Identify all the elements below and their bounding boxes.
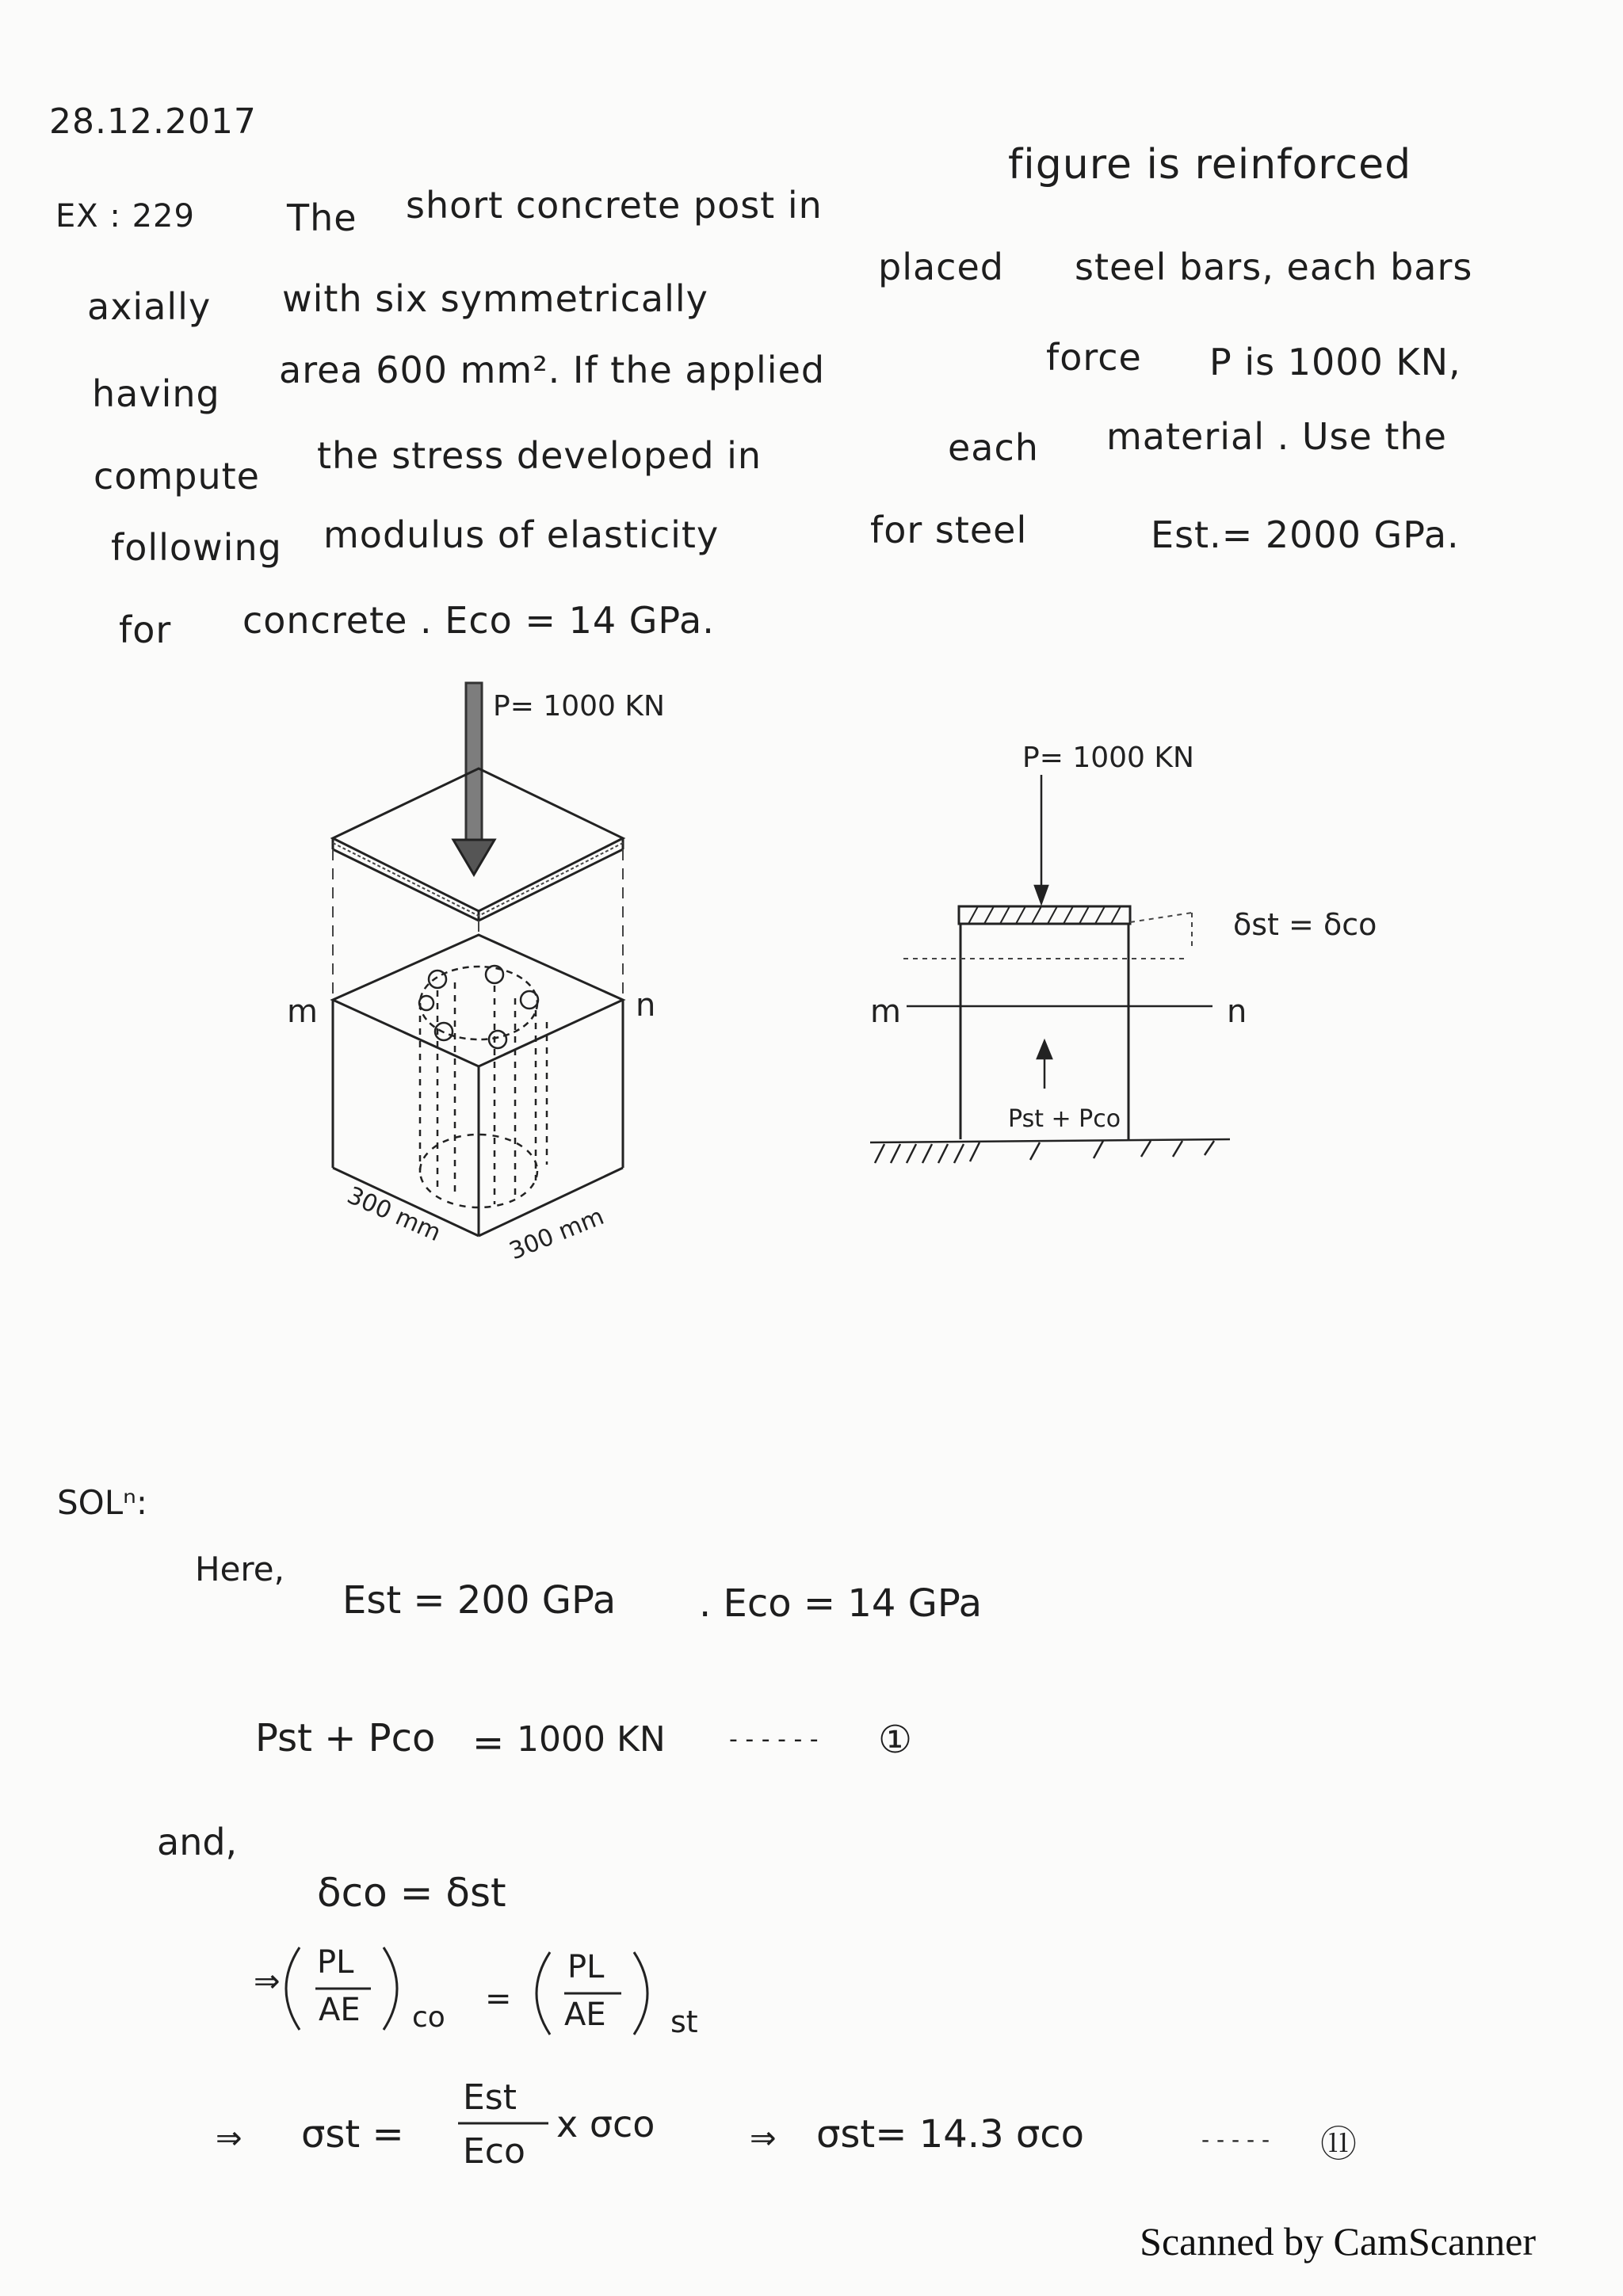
eq1-right: 1000 KN	[517, 1719, 666, 1760]
load-label-right: P= 1000 KN	[1022, 742, 1194, 774]
eq3-co: co	[412, 2001, 445, 2034]
problem-line-4d: material . Use the	[1106, 415, 1447, 458]
scanner-watermark: Scanned by CamScanner	[1140, 2219, 1536, 2264]
problem-line-5d: Est.= 2000 GPa.	[1151, 513, 1460, 556]
problem-line-4b: the stress developed in	[317, 434, 762, 477]
eq3-ae-left: AE	[319, 1992, 361, 2028]
eq3-st: st	[670, 2004, 698, 2039]
eq2: δco = δst	[317, 1870, 506, 1916]
problem-line-2d: steel bars, each bars	[1075, 246, 1473, 288]
problem-line-6b: concrete . Eco = 14 GPa.	[242, 599, 715, 642]
eq3-pl-right: PL	[567, 1949, 605, 1985]
delta-label: δst = δco	[1233, 907, 1377, 942]
problem-line-3c: force	[1046, 336, 1142, 379]
problem-line-2a: axially	[87, 285, 212, 328]
eq5-dashes: - - - - -	[1201, 2126, 1270, 2153]
problem-line-4c: each	[948, 426, 1039, 469]
date: 28.12.2017	[49, 101, 257, 142]
eq1-number: ①	[878, 1718, 913, 1762]
eq5-arrow: ⇒	[750, 2120, 777, 2157]
given-eco: . Eco = 14 GPa	[699, 1581, 983, 1626]
problem-line-3b: area 600 mm². If the applied	[279, 349, 826, 391]
problem-line-2c: placed	[878, 246, 1004, 288]
problem-line-5a: following	[111, 526, 282, 569]
problem-line-1b: short concrete post in	[406, 184, 823, 227]
here-label: Here,	[195, 1550, 285, 1589]
problem-line-3d: P is 1000 KN,	[1209, 341, 1461, 383]
m-label-left: m	[287, 994, 318, 1030]
problem-line-4a: compute	[94, 455, 260, 498]
problem-line-1c: figure is reinforced	[1008, 141, 1412, 189]
n-label-left: n	[636, 987, 656, 1024]
eq1-equals: =	[472, 1721, 505, 1765]
eq3-arrow: ⇒	[254, 1963, 281, 2000]
and-label: and,	[157, 1821, 238, 1863]
given-est: Est = 200 GPa	[342, 1578, 617, 1623]
eq4-arrow: ⇒	[216, 2120, 242, 2157]
dim-label-1: 300 mm	[342, 1181, 445, 1248]
m-label-right: m	[870, 994, 901, 1030]
problem-line-2b: with six symmetrically	[282, 277, 708, 320]
problem-label: EX : 229	[55, 198, 195, 235]
eq5-expression: σst= 14.3 σco	[816, 2112, 1085, 2157]
eq1-left: Pst + Pco	[255, 1716, 436, 1760]
eq4-times-sigma: x σco	[556, 2103, 655, 2145]
problem-line-5c: for steel	[870, 509, 1028, 551]
dim-label-2: 300 mm	[505, 1203, 609, 1266]
eq4-sigma: σst =	[301, 2112, 404, 2157]
problem-line-5b: modulus of elasticity	[323, 513, 720, 556]
reaction-label: Pst + Pco	[1008, 1105, 1121, 1133]
problem-line-3a: having	[92, 372, 220, 415]
n-label-right: n	[1227, 994, 1247, 1030]
eq1-dashes: - - - - - -	[729, 1726, 819, 1753]
eq3-pl-left: PL	[317, 1944, 354, 1981]
eq3-equals: =	[485, 1981, 512, 2017]
eq4-numerator: Est	[463, 2077, 517, 2118]
eq5-number: ⑪	[1320, 2122, 1357, 2165]
problem-line-6a: for	[119, 608, 172, 651]
problem-line-1a: The	[287, 196, 357, 239]
eq4-denominator: Eco	[463, 2131, 525, 2172]
solution-heading: SOLⁿ:	[57, 1483, 148, 1522]
eq3-ae-right: AE	[564, 1997, 606, 2033]
load-label-left: P= 1000 KN	[493, 690, 665, 723]
